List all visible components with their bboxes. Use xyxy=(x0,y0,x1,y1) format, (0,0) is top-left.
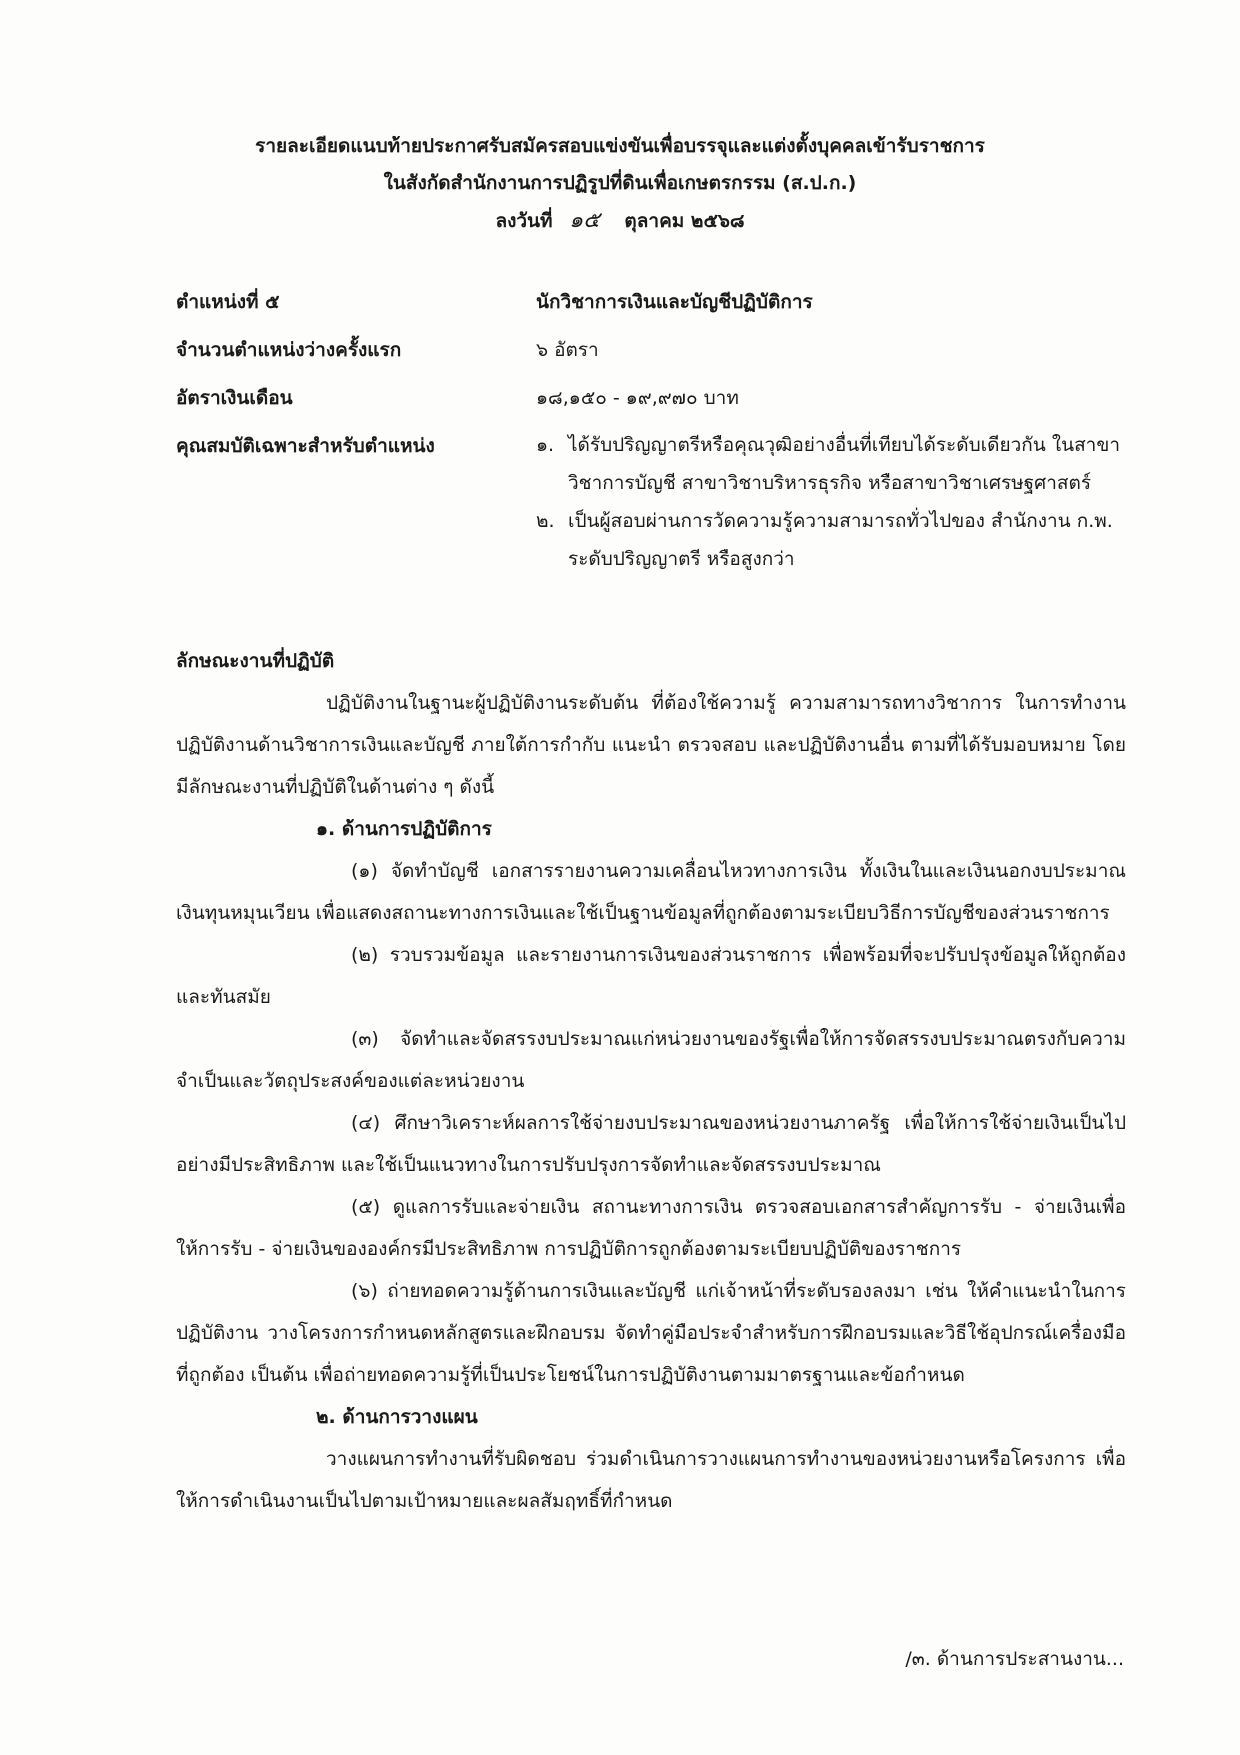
qualification-text: ได้รับปริญญาตรีหรือคุณวุฒิอย่างอื่นที่เทียบได้ระดับเดียวกัน ในสาขาวิชาการบัญชี สาขาวิชาบริหารธุรกิจ หรือสาขาวิชาเศรษฐศาสตร์ xyxy=(568,434,1121,494)
job-title: ลักษณะงานที่ปฏิบัติ xyxy=(176,650,335,672)
section1-item: (๑) จัดทำบัญชี เอกสารรายงานความเคลื่อนไหวทางการเงิน ทั้งเงินในและเงินนอกงบประมาณ เงินทุนหมุนเวียน เพื่อแสดงสถานะทางการเงินและใช้เป็นฐานข้อมูลที่ถูกต้องตามระเบียบวิธีการบัญชีของส่วนราชการ xyxy=(176,860,1126,924)
position-row xyxy=(176,282,1136,322)
qualifications-row xyxy=(176,426,1136,578)
vacancies-row xyxy=(176,330,1136,370)
qualifications-label: คุณสมบัติเฉพาะสำหรับตำแหน่ง xyxy=(176,435,435,457)
vacancies-value: ๖ อัตรา xyxy=(536,339,599,361)
document-header xyxy=(0,128,1240,240)
continuation-note: /๓. ด้านการประสานงาน... xyxy=(905,1648,1124,1670)
date-prefix: ลงวันที่ xyxy=(495,210,553,232)
section1-item: (๔) ศึกษาวิเคราะห์ผลการใช้จ่ายงบประมาณของหน่วยงานภาครัฐ เพื่อให้การใช้จ่ายเงินเป็นไปอย่างมีประสิทธิภาพ และใช้เป็นแนวทางในการปรับปรุงการจัดทำและจัดสรรงบประมาณ xyxy=(176,1112,1126,1176)
salary-label: อัตราเงินเดือน xyxy=(176,387,293,409)
header-title-line2: ในสังกัดสำนักงานการปฏิรูปที่ดินเพื่อเกษตรกรรม (ส.ป.ก.) xyxy=(383,172,857,194)
job-intro: ปฏิบัติงานในฐานะผู้ปฏิบัติงานระดับต้น ที่ต้องใช้ความรู้ ความสามารถทางวิชาการ ในการทำงานปฏิบัติงานด้านวิชาการเงินและบัญชี ภายใต้การกำกับ แนะนำ ตรวจสอบ และปฏิบัติงานอื่น ตามที่ได้รับมอบหมาย โดยมีลักษณะงานที่ปฏิบัติในด้านต่าง ๆ ดังนี้ xyxy=(176,692,1126,798)
header-title-line1: รายละเอียดแนบท้ายประกาศรับสมัครสอบแข่งขันเพื่อบรรจุและแต่งตั้งบุคคลเข้ารับราชการ xyxy=(255,135,985,157)
vacancies-label: จำนวนตำแหน่งว่างครั้งแรก xyxy=(176,339,402,361)
section2-heading: ๒. ด้านการวางแผน xyxy=(316,1406,478,1428)
section1-item: (๒) รวบรวมข้อมูล และรายงานการเงินของส่วนราชการ เพื่อพร้อมที่จะปรับปรุงข้อมูลให้ถูกต้องและทันสมัย xyxy=(176,944,1126,1008)
qualification-number: ๑. xyxy=(536,434,555,456)
qualification-text: เป็นผู้สอบผ่านการวัดความรู้ความสามารถทั่วไปของ สำนักงาน ก.พ. ระดับปริญญาตรี หรือสูงกว่า xyxy=(568,510,1113,570)
header-date-line xyxy=(0,202,1240,240)
date-day-handwritten: ๑๕ xyxy=(569,208,600,233)
section1-item: (๖) ถ่ายทอดความรู้ด้านการเงินและบัญชี แก่เจ้าหน้าที่ระดับรองลงมา เช่น ให้คำแนะนำในการปฏิบัติงาน วางโครงการกำหนดหลักสูตรและฝึกอบรม จัดทำคู่มือประจำสำหรับการฝึกอบรมและวิธีใช้อุปกรณ์เครื่องมือที่ถูกต้อง เป็นต้น เพื่อถ่ายทอดความรู้ที่เป็นประโยชน์ในการปฏิบัติงานตามมาตรฐานและข้อกำหนด xyxy=(176,1280,1126,1386)
qualification-item xyxy=(536,502,1136,578)
date-month-year: ตุลาคม ๒๕๖๘ xyxy=(624,210,745,232)
job-description xyxy=(176,640,1126,1522)
qualifications-list xyxy=(536,426,1136,578)
position-label: ตำแหน่งที่ ๕ xyxy=(176,291,280,313)
position-info xyxy=(176,282,1136,586)
qualification-item xyxy=(536,426,1136,502)
section1-item: (๕) ดูแลการรับและจ่ายเงิน สถานะทางการเงิน ตรวจสอบเอกสารสำคัญการรับ - จ่ายเงินเพื่อให้การรับ - จ่ายเงินขององค์กรมีประสิทธิภาพ การปฏิบัติการถูกต้องตามระเบียบปฏิบัติของราชการ xyxy=(176,1196,1126,1260)
qualification-number: ๒. xyxy=(536,510,555,532)
section1-heading: ๑. ด้านการปฏิบัติการ xyxy=(316,818,492,840)
salary-row xyxy=(176,378,1136,418)
section2-text: วางแผนการทำงานที่รับผิดชอบ ร่วมดำเนินการวางแผนการทำงานของหน่วยงานหรือโครงการ เพื่อให้การดำเนินงานเป็นไปตามเป้าหมายและผลสัมฤทธิ์ที่กำหนด xyxy=(176,1448,1126,1512)
position-value: นักวิชาการเงินและบัญชีปฏิบัติการ xyxy=(536,291,813,313)
section1-item: (๓) จัดทำและจัดสรรงบประมาณแก่หน่วยงานของรัฐเพื่อให้การจัดสรรงบประมาณตรงกับความจำเป็นและวัตถุประสงค์ของแต่ละหน่วยงาน xyxy=(176,1028,1126,1092)
salary-value: ๑๘,๑๕๐ - ๑๙,๙๗๐ บาท xyxy=(536,387,739,409)
